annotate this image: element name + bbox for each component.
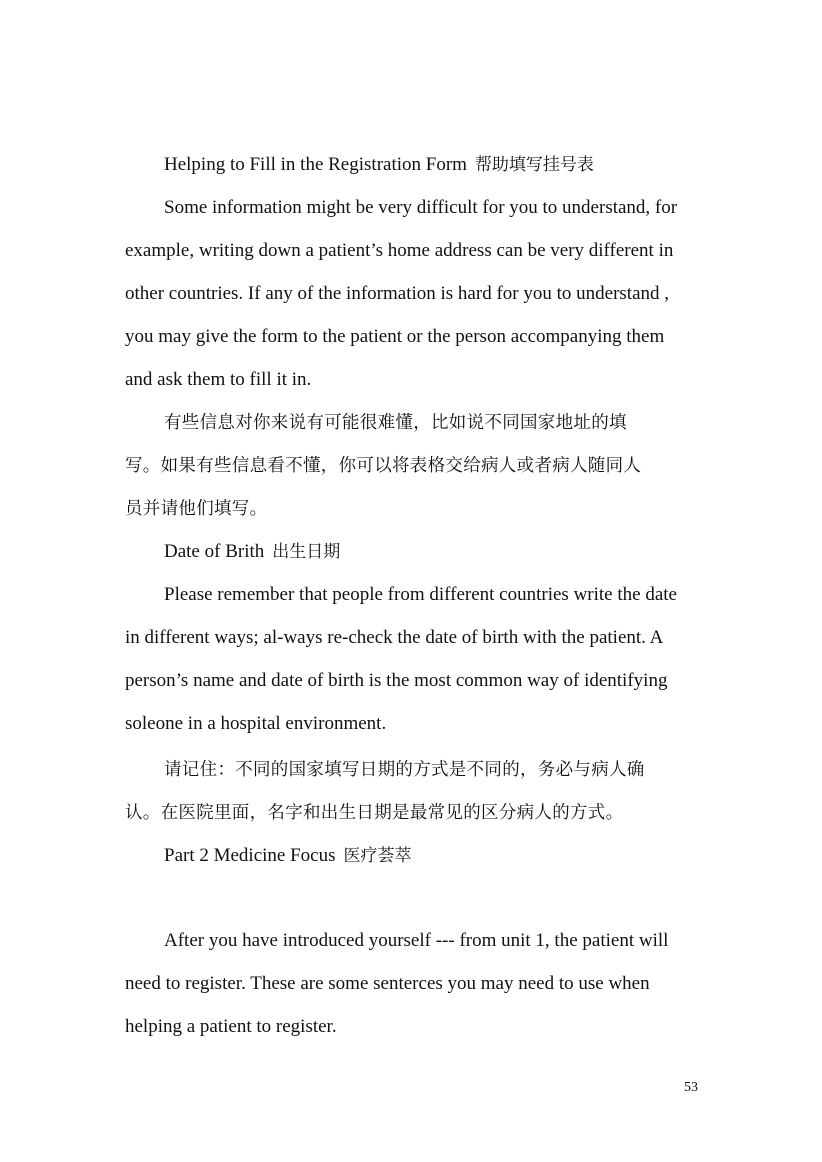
heading-english: Helping to Fill in the Registration Form (164, 154, 467, 175)
paragraph-line: example, writing down a patient’s home address can be very different in (125, 240, 674, 261)
heading-chinese: 帮助填写挂号表 (474, 155, 594, 175)
paragraph-line: in different ways; al-ways re-check the date of birth with the patient. A (125, 627, 664, 648)
section-heading-date-of-birth (164, 540, 340, 564)
paragraph-line: Please remember that people from different countries write the date (164, 584, 677, 605)
paragraph-line: need to register. These are some senterces you may need to use when (125, 973, 650, 994)
heading-chinese: 医疗荟萃 (343, 846, 412, 866)
heading-chinese: 出生日期 (272, 542, 341, 562)
paragraph-line: person’s name and date of birth is the most common way of identifying (125, 670, 668, 691)
section-heading-medicine-focus (164, 844, 412, 868)
paragraph-line: helping a patient to register. (125, 1016, 337, 1037)
chinese-paragraph-line: 认。在医院里面，名字和出生日期是最常见的区分病人的方式。 (125, 803, 624, 823)
heading-english: Part 2 Medicine Focus (164, 845, 336, 866)
chinese-paragraph-line: 员并请他们填写。 (125, 499, 268, 519)
page-number: 53 (684, 1080, 698, 1095)
section-heading-registration-form (164, 153, 594, 177)
paragraph-line: other countries. If any of the information is hard for you to understand , (125, 283, 669, 304)
chinese-paragraph-line: 请记住：不同的国家填写日期的方式是不同的，务必与病人确 (164, 760, 645, 780)
paragraph-line: you may give the form to the patient or the person accompanying them (125, 326, 665, 347)
heading-english: Date of Brith (164, 541, 265, 562)
paragraph-line: After you have introduced yourself --- from unit 1, the patient will (164, 930, 669, 951)
paragraph-line: and ask them to fill it in. (125, 369, 312, 390)
chinese-paragraph-line: 有些信息对你来说有可能很难懂，比如说不同国家地址的填 (164, 413, 627, 433)
paragraph-line: Some information might be very difficult for you to understand, for (164, 197, 678, 218)
chinese-paragraph-line: 写。如果有些信息看不懂，你可以将表格交给病人或者病人随同人 (125, 456, 642, 476)
paragraph-line: soleone in a hospital environment. (125, 713, 387, 734)
